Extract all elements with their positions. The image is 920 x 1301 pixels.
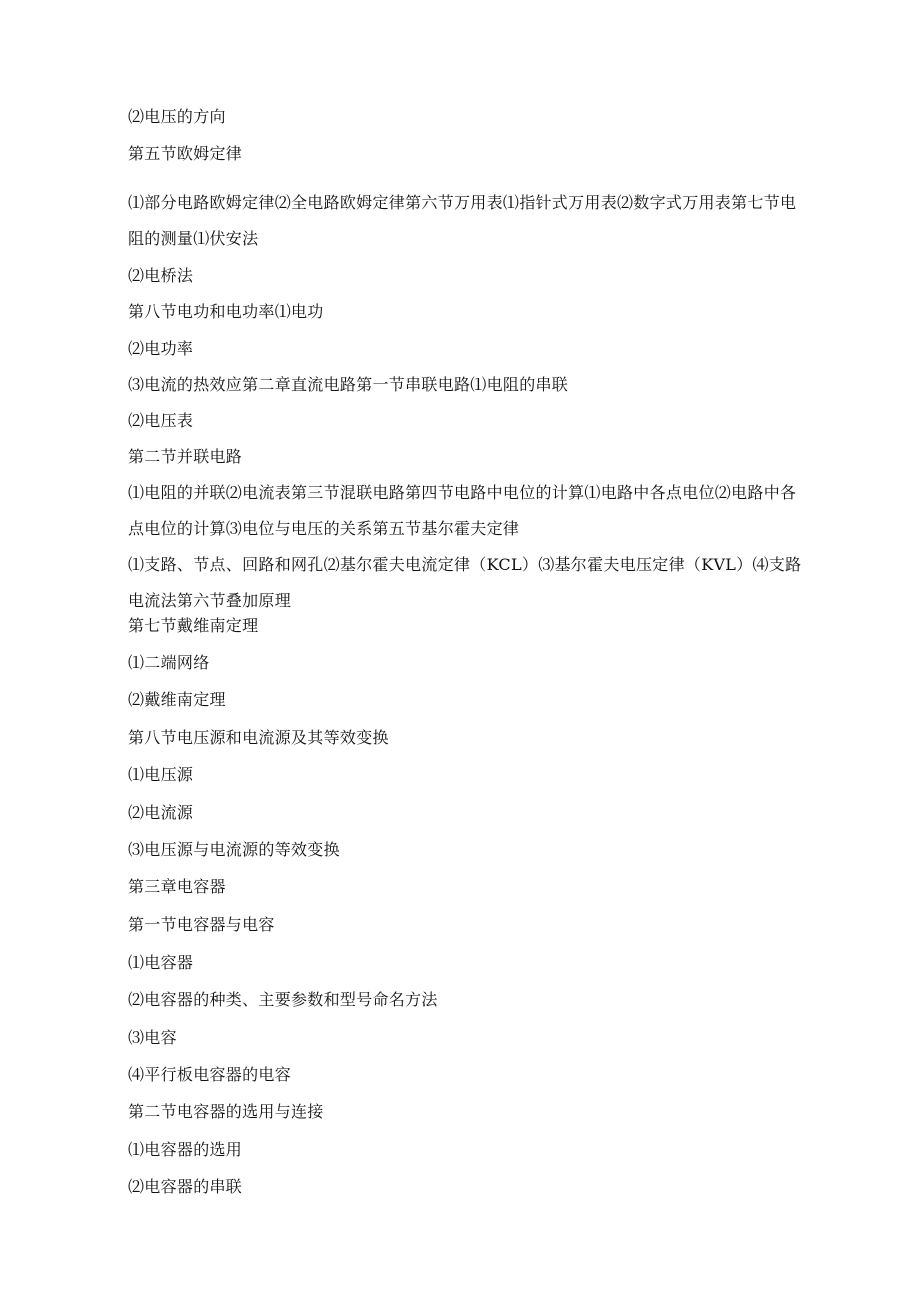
text-line: ⑵电功率 [128, 339, 194, 358]
paragraph-line: ⑴部分电路欧姆定律⑵全电路欧姆定律第六节万用表⑴指针式万用表⑵数字式万用表第七节电 [128, 193, 797, 212]
text-line: ⑴二端网络 [128, 653, 210, 672]
text-line: ⑵电压的方向 [128, 107, 226, 126]
text-line: ⑵电桥法 [128, 266, 194, 285]
paragraph-line: 阻的测量⑴伏安法 [128, 229, 259, 248]
text-line: ⑴电压源 [128, 765, 194, 784]
text-paragraph [128, 193, 830, 249]
section-heading: 第二节电容器的选用与连接 [128, 1102, 324, 1121]
paragraph-line: 电流法第六节叠加原理 [128, 591, 292, 610]
section-heading: 第八节电功和电功率⑴电功 [128, 302, 324, 321]
chapter-heading: 第三章电容器 [128, 877, 226, 896]
text-line: ⑵戴维南定理 [128, 690, 226, 709]
paragraph-line: 点电位的计算⑶电位与电压的关系第五节基尔霍夫定律 [128, 519, 520, 538]
text-line: ⑷平行板电容器的电容 [128, 1065, 292, 1084]
section-heading: 第一节电容器与电容 [128, 915, 275, 934]
text-line: ⑶电压源与电流源的等效变换 [128, 840, 340, 859]
text-line: ⑶电容 [128, 1028, 177, 1047]
text-line: ⑶电流的热效应第二章直流电路第一节串联电路⑴电阻的串联 [128, 375, 569, 394]
section-heading: 第二节并联电路 [128, 447, 243, 466]
text-paragraph [128, 555, 830, 611]
section-heading: 第八节电压源和电流源及其等效变换 [128, 728, 389, 747]
text-line: ⑵电压表 [128, 411, 194, 430]
text-line: ⑵电流源 [128, 803, 194, 822]
text-line: ⑵电容器的串联 [128, 1177, 243, 1196]
paragraph-line: ⑴支路、节点、回路和网孔⑵基尔霍夫电流定律（KCL）⑶基尔霍夫电压定律（KVL）⑷支路 [128, 555, 802, 574]
text-paragraph [128, 483, 830, 539]
section-heading: 第七节戴维南定理 [128, 616, 259, 635]
paragraph-line: ⑴电阻的并联⑵电流表第三节混联电路第四节电路中电位的计算⑴电路中各点电位⑵电路中各 [128, 483, 797, 502]
text-line: ⑴电容器的选用 [128, 1140, 243, 1159]
text-line: ⑴电容器 [128, 953, 194, 972]
section-heading: 第五节欧姆定律 [128, 144, 243, 163]
text-line: ⑵电容器的种类、主要参数和型号命名方法 [128, 990, 438, 1009]
